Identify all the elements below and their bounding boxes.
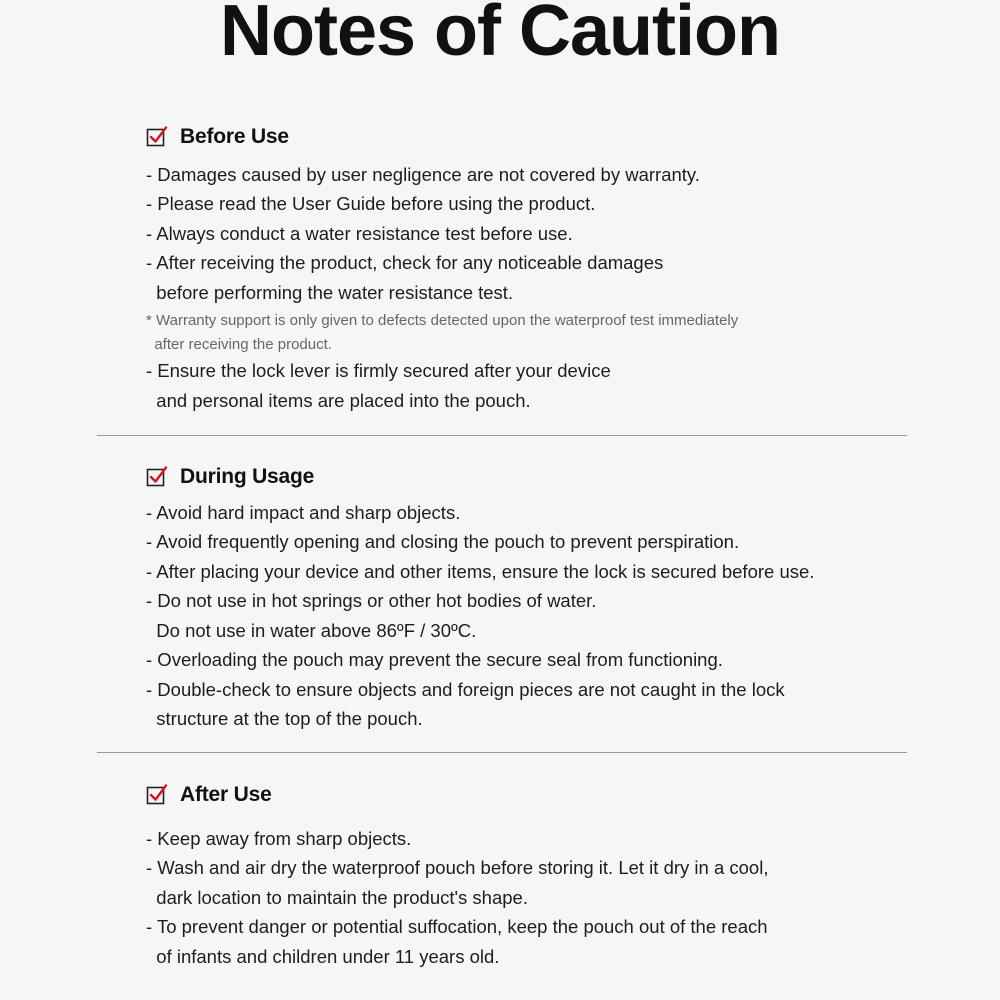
section-after-use [146,782,906,982]
checkbox-checked-icon [146,126,168,148]
checkbox-checked-icon [146,466,168,488]
section-header [146,124,906,150]
checkbox-checked-icon [146,784,168,806]
page-title: Notes of Caution [220,0,780,71]
list-item: - Ensure the lock lever is firmly secured after your device [146,360,611,381]
list-item: - Keep away from sharp objects. [146,828,412,849]
section-divider [97,435,907,436]
list-item-continuation: of infants and children under 11 years old. [146,946,500,967]
warranty-note: * Warranty support is only given to defects detected upon the waterproof test immediately [146,312,739,329]
section-title: After Use [180,783,272,806]
section-title: During Usage [180,465,315,488]
list-item: - Avoid hard impact and sharp objects. [146,502,461,523]
section-before-use [146,124,906,424]
list-item: - After receiving the product, check for any noticeable damages [146,252,664,273]
section-header [146,782,906,808]
list-item: - After placing your device and other items, ensure the lock is secured before use. [146,561,815,582]
list-item-continuation: and personal items are placed into the pouch. [146,390,531,411]
section-title: Before Use [180,125,289,148]
section-header [146,464,906,490]
warranty-note-continuation: after receiving the product. [146,336,332,353]
list-item: - To prevent danger or potential suffocation, keep the pouch out of the reach [146,916,768,937]
list-item: - Overloading the pouch may prevent the secure seal from functioning. [146,649,723,670]
list-item: - Avoid frequently opening and closing the pouch to prevent perspiration. [146,531,740,552]
list-item: - Do not use in hot springs or other hot bodies of water. [146,590,597,611]
list-item-continuation: Do not use in water above 86ºF / 30ºC. [146,620,477,641]
section-during-usage [146,464,906,744]
list-item: - Damages caused by user negligence are not covered by warranty. [146,164,700,185]
list-item-continuation: structure at the top of the pouch. [146,708,423,729]
list-item: - Wash and air dry the waterproof pouch before storing it. Let it dry in a cool, [146,857,769,878]
list-item: - Please read the User Guide before using the product. [146,193,596,214]
section-divider [97,752,907,753]
list-item: - Always conduct a water resistance test before use. [146,223,573,244]
list-item: - Double-check to ensure objects and foreign pieces are not caught in the lock [146,679,785,700]
list-item-continuation: dark location to maintain the product's shape. [146,887,528,908]
list-item-continuation: before performing the water resistance test. [146,282,514,303]
